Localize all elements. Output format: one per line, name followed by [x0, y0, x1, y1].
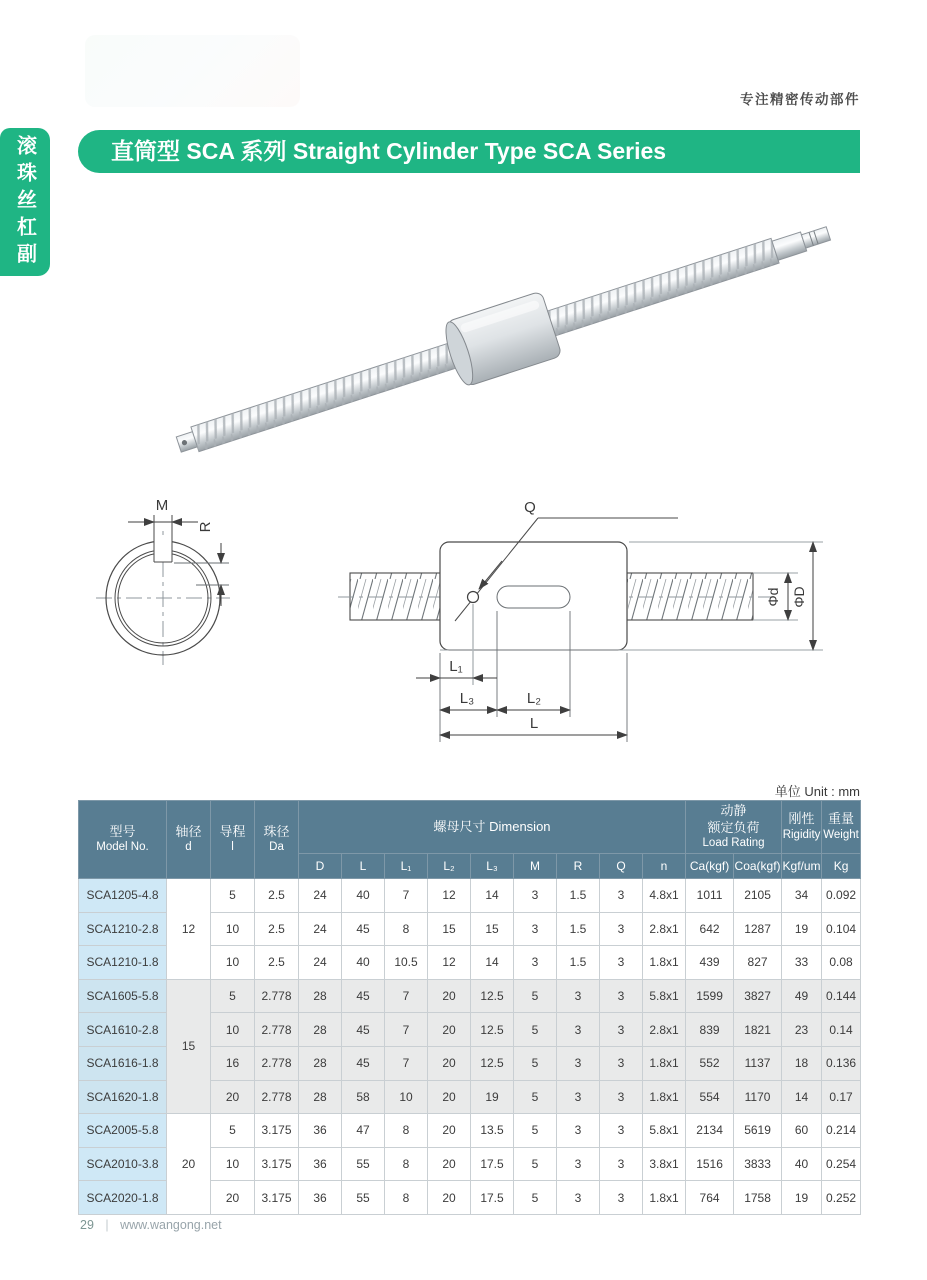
cell-D: 36 [299, 1147, 342, 1181]
subcol-L: L [342, 854, 385, 879]
cell-L3: 12.5 [471, 1046, 514, 1080]
cell-R: 3 [557, 979, 600, 1013]
cell-L: 40 [342, 879, 385, 913]
cell-L2: 20 [428, 1046, 471, 1080]
cell-weight: 0.104 [822, 912, 861, 946]
page-title: 直筒型 SCA 系列 Straight Cylinder Type SCA Series [111, 138, 667, 164]
dim-label-L: L [529, 715, 539, 732]
cell-ca: 1011 [686, 879, 734, 913]
section-tab-ball-screw [0, 128, 50, 276]
cell-D: 28 [299, 1046, 342, 1080]
cell-L3: 19 [471, 1080, 514, 1114]
cell-Q: 3 [600, 1013, 643, 1047]
cell-da: 3.175 [255, 1114, 299, 1148]
cell-R: 3 [557, 1080, 600, 1114]
cell-lead: 16 [211, 1046, 255, 1080]
cell-L: 55 [342, 1181, 385, 1215]
cell-model: SCA1210-1.8 [79, 946, 167, 980]
cell-model: SCA2010-3.8 [79, 1147, 167, 1181]
cell-Q: 3 [600, 1147, 643, 1181]
cell-M: 5 [514, 979, 557, 1013]
cell-lead: 20 [211, 1181, 255, 1215]
subcol-Q: Q [600, 854, 643, 879]
cell-L2: 20 [428, 979, 471, 1013]
cell-weight: 0.17 [822, 1080, 861, 1114]
cell-rigidity: 14 [782, 1080, 822, 1114]
cell-rigidity: 40 [782, 1147, 822, 1181]
cell-lead: 10 [211, 1013, 255, 1047]
section-tab-label: 滚珠丝杠副 [13, 134, 36, 270]
cell-M: 3 [514, 879, 557, 913]
col-header-shaft-diameter: 轴径 d [167, 801, 211, 879]
footer-separator: | [105, 1218, 109, 1232]
cell-M: 5 [514, 1181, 557, 1215]
title-banner [78, 130, 860, 173]
subcol-Ca: Ca(kgf) [686, 854, 734, 879]
cell-n: 1.8x1 [643, 1046, 686, 1080]
cell-L: 45 [342, 979, 385, 1013]
cell-coa: 3833 [734, 1147, 782, 1181]
cell-M: 3 [514, 912, 557, 946]
company-tagline: 专注精密传动部件 [740, 92, 860, 107]
subcol-D: D [299, 854, 342, 879]
subcol-L3: L₃ [471, 854, 514, 879]
cell-M: 5 [514, 1080, 557, 1114]
cell-n: 5.8x1 [643, 979, 686, 1013]
cell-Q: 3 [600, 1114, 643, 1148]
cell-lead: 5 [211, 979, 255, 1013]
cell-coa: 3827 [734, 979, 782, 1013]
cell-L1: 8 [385, 1114, 428, 1148]
cell-da: 3.175 [255, 1181, 299, 1215]
cell-n: 4.8x1 [643, 879, 686, 913]
cell-L3: 12.5 [471, 1013, 514, 1047]
cell-M: 5 [514, 1147, 557, 1181]
cell-coa: 1287 [734, 912, 782, 946]
cell-L: 45 [342, 1046, 385, 1080]
cell-ca: 642 [686, 912, 734, 946]
cell-weight: 0.252 [822, 1181, 861, 1215]
cell-model: SCA2020-1.8 [79, 1181, 167, 1215]
cell-L2: 20 [428, 1013, 471, 1047]
cell-da: 3.175 [255, 1147, 299, 1181]
cell-Q: 3 [600, 912, 643, 946]
col-header-model: 型号 Model No. [79, 801, 167, 879]
cell-da: 2.778 [255, 979, 299, 1013]
subcol-weight-unit: Kg [822, 854, 861, 879]
dim-label-phi-d: Φd [765, 587, 781, 607]
subcol-L1: L₁ [385, 854, 428, 879]
dim-label-R: R [197, 521, 214, 533]
cell-da: 2.5 [255, 912, 299, 946]
screw-nut [440, 291, 562, 388]
subcol-R: R [557, 854, 600, 879]
cell-R: 3 [557, 1147, 600, 1181]
cell-R: 3 [557, 1181, 600, 1215]
dim-label-M: M [155, 497, 169, 514]
cell-d: 12 [167, 879, 211, 980]
cell-ca: 1599 [686, 979, 734, 1013]
cell-n: 1.8x1 [643, 1181, 686, 1215]
cell-L1: 7 [385, 879, 428, 913]
cell-L3: 12.5 [471, 979, 514, 1013]
dim-label-phi-D: ΦD [791, 586, 807, 608]
page-footer [80, 1218, 222, 1232]
col-header-weight: 重量 Weight [822, 801, 861, 854]
cell-D: 36 [299, 1181, 342, 1215]
cell-Q: 3 [600, 979, 643, 1013]
cell-D: 36 [299, 1114, 342, 1148]
cell-D: 24 [299, 912, 342, 946]
cell-weight: 0.214 [822, 1114, 861, 1148]
cell-L3: 17.5 [471, 1181, 514, 1215]
cell-L1: 8 [385, 912, 428, 946]
cell-lead: 20 [211, 1080, 255, 1114]
cell-ca: 764 [686, 1181, 734, 1215]
cell-L2: 12 [428, 946, 471, 980]
cell-M: 5 [514, 1114, 557, 1148]
cell-L2: 15 [428, 912, 471, 946]
cell-L1: 10 [385, 1080, 428, 1114]
cell-L3: 14 [471, 879, 514, 913]
cell-lead: 10 [211, 946, 255, 980]
cell-L: 45 [342, 912, 385, 946]
cell-n: 1.8x1 [643, 1080, 686, 1114]
cell-L1: 8 [385, 1147, 428, 1181]
cell-M: 3 [514, 946, 557, 980]
cell-model: SCA1620-1.8 [79, 1080, 167, 1114]
cell-weight: 0.136 [822, 1046, 861, 1080]
dim-label-L2: L₂ [526, 690, 542, 707]
cell-L1: 7 [385, 1046, 428, 1080]
table-row [79, 979, 861, 1013]
cell-L2: 20 [428, 1181, 471, 1215]
cell-D: 24 [299, 879, 342, 913]
cell-n: 2.8x1 [643, 912, 686, 946]
subcol-Coa: Coa(kgf) [734, 854, 782, 879]
cell-ca: 552 [686, 1046, 734, 1080]
cell-weight: 0.08 [822, 946, 861, 980]
website-url: www.wangong.net [120, 1218, 222, 1232]
page-number: 29 [80, 1218, 94, 1232]
cell-M: 5 [514, 1046, 557, 1080]
table-header [79, 801, 861, 879]
cell-rigidity: 19 [782, 1181, 822, 1215]
cell-weight: 0.14 [822, 1013, 861, 1047]
cell-L: 45 [342, 1013, 385, 1047]
cell-n: 3.8x1 [643, 1147, 686, 1181]
dim-label-L1: L₁ [449, 658, 463, 675]
subcol-M: M [514, 854, 557, 879]
cell-n: 2.8x1 [643, 1013, 686, 1047]
cell-Q: 3 [600, 946, 643, 980]
cell-model: SCA1610-2.8 [79, 1013, 167, 1047]
cell-d: 15 [167, 979, 211, 1113]
cell-R: 1.5 [557, 946, 600, 980]
subcol-L2: L₂ [428, 854, 471, 879]
cell-L2: 20 [428, 1114, 471, 1148]
cell-L1: 7 [385, 1013, 428, 1047]
cell-model: SCA2005-5.8 [79, 1114, 167, 1148]
cell-L3: 15 [471, 912, 514, 946]
cell-D: 28 [299, 1013, 342, 1047]
cell-ca: 554 [686, 1080, 734, 1114]
cell-ca: 439 [686, 946, 734, 980]
dim-label-L3: L₃ [459, 690, 475, 707]
cell-R: 1.5 [557, 879, 600, 913]
cell-weight: 0.254 [822, 1147, 861, 1181]
cell-L: 47 [342, 1114, 385, 1148]
cell-rigidity: 33 [782, 946, 822, 980]
cell-R: 3 [557, 1013, 600, 1047]
col-header-ball-diameter: 珠径 Da [255, 801, 299, 879]
cell-coa: 1137 [734, 1046, 782, 1080]
col-header-lead: 导程 l [211, 801, 255, 879]
cell-L3: 17.5 [471, 1147, 514, 1181]
logo-watermark [85, 35, 300, 107]
technical-drawing [88, 485, 870, 775]
cell-lead: 5 [211, 879, 255, 913]
ball-screw-assembly [168, 201, 839, 475]
side-view [338, 499, 823, 742]
cross-section-view [96, 497, 230, 665]
cell-da: 2.5 [255, 946, 299, 980]
cell-rigidity: 19 [782, 912, 822, 946]
cell-L1: 8 [385, 1181, 428, 1215]
cell-weight: 0.092 [822, 879, 861, 913]
cell-da: 2.5 [255, 879, 299, 913]
cell-rigidity: 60 [782, 1114, 822, 1148]
cell-Q: 3 [600, 879, 643, 913]
col-header-rigidity: 刚性 Rigidity [782, 801, 822, 854]
cell-model: SCA1616-1.8 [79, 1046, 167, 1080]
subcol-rigidity-unit: Kgf/um [782, 854, 822, 879]
cell-coa: 1758 [734, 1181, 782, 1215]
cell-L3: 14 [471, 946, 514, 980]
cell-L2: 20 [428, 1080, 471, 1114]
cell-lead: 10 [211, 912, 255, 946]
cell-model: SCA1210-2.8 [79, 912, 167, 946]
cell-model: SCA1605-5.8 [79, 979, 167, 1013]
cell-model: SCA1205-4.8 [79, 879, 167, 913]
product-photo [130, 195, 840, 475]
table-body [79, 879, 861, 1215]
cell-L2: 12 [428, 879, 471, 913]
cell-coa: 2105 [734, 879, 782, 913]
cell-ca: 839 [686, 1013, 734, 1047]
cell-rigidity: 49 [782, 979, 822, 1013]
cell-ca: 1516 [686, 1147, 734, 1181]
cell-d: 20 [167, 1114, 211, 1215]
cell-D: 28 [299, 1080, 342, 1114]
col-header-dimension: 螺母尺寸 Dimension [299, 801, 686, 854]
cell-rigidity: 34 [782, 879, 822, 913]
cell-M: 5 [514, 1013, 557, 1047]
cell-L1: 10.5 [385, 946, 428, 980]
cell-Q: 3 [600, 1080, 643, 1114]
cell-R: 3 [557, 1114, 600, 1148]
cell-L2: 20 [428, 1147, 471, 1181]
cell-rigidity: 23 [782, 1013, 822, 1047]
cell-L: 40 [342, 946, 385, 980]
cell-da: 2.778 [255, 1013, 299, 1047]
unit-note: 单位 Unit : mm [774, 784, 860, 799]
cell-da: 2.778 [255, 1046, 299, 1080]
cell-L1: 7 [385, 979, 428, 1013]
cell-R: 3 [557, 1046, 600, 1080]
table-row [79, 1114, 861, 1148]
cell-coa: 1821 [734, 1013, 782, 1047]
cell-coa: 827 [734, 946, 782, 980]
cell-L: 55 [342, 1147, 385, 1181]
cell-D: 28 [299, 979, 342, 1013]
cell-Q: 3 [600, 1181, 643, 1215]
subcol-n: n [643, 854, 686, 879]
cell-Q: 3 [600, 1046, 643, 1080]
cell-lead: 10 [211, 1147, 255, 1181]
cell-coa: 5619 [734, 1114, 782, 1148]
cell-coa: 1170 [734, 1080, 782, 1114]
cell-ca: 2134 [686, 1114, 734, 1148]
cell-R: 1.5 [557, 912, 600, 946]
cell-D: 24 [299, 946, 342, 980]
dim-label-Q: Q [524, 499, 536, 516]
col-header-load-rating: 动静 额定负荷 Load Rating [686, 801, 782, 854]
cell-da: 2.778 [255, 1080, 299, 1114]
spec-table [78, 800, 861, 1215]
cell-L3: 13.5 [471, 1114, 514, 1148]
table-row [79, 879, 861, 913]
cell-n: 1.8x1 [643, 946, 686, 980]
cell-weight: 0.144 [822, 979, 861, 1013]
cell-L: 58 [342, 1080, 385, 1114]
cell-n: 5.8x1 [643, 1114, 686, 1148]
cell-rigidity: 18 [782, 1046, 822, 1080]
cell-lead: 5 [211, 1114, 255, 1148]
